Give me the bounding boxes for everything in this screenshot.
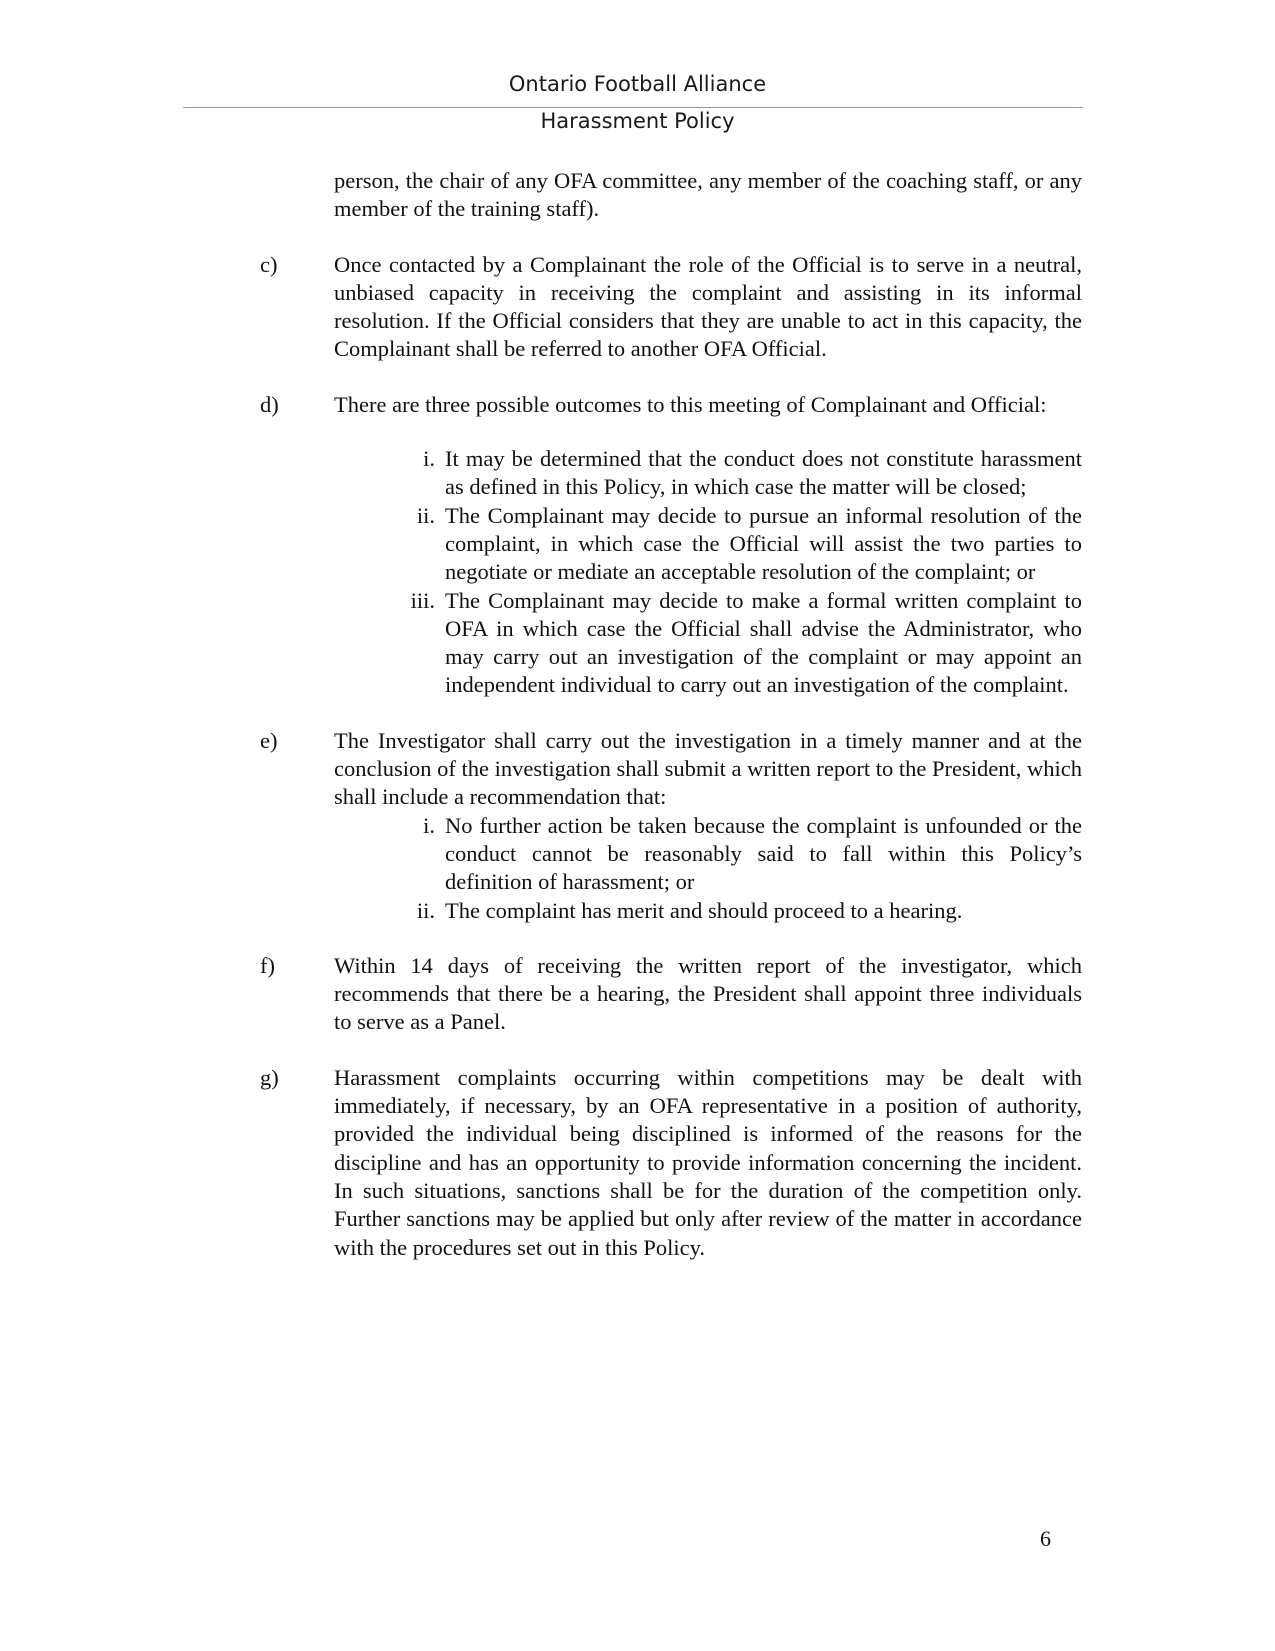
paragraph-label: d): [260, 391, 279, 417]
list-item-text: No further action be taken because the complaint is unfounded or the conduct cannot be reasonably said to fall within this Policy’s definition of harassment; or: [445, 812, 1082, 895]
list-item-number: iii.: [410, 587, 435, 613]
list-item-text: It may be determined that the conduct does not constitute harassment as defined in this Policy, in which case the matter will be closed;: [445, 446, 1082, 500]
list-item-number: ii.: [416, 502, 435, 528]
recommendations-list: [260, 812, 1082, 925]
header-subtitle: Harassment Policy: [540, 109, 735, 133]
paragraph-label: f): [260, 952, 275, 978]
list-item: [260, 502, 1082, 587]
paragraph-label: e): [260, 727, 278, 753]
paragraph-f: [260, 952, 1082, 1037]
list-item: [260, 897, 1082, 925]
header-title: Ontario Football Alliance: [508, 72, 767, 96]
paragraph-text: Within 14 days of receiving the written report of the investigator, which recommends that there be a hearing, the President shall appoint three individuals to serve as a Panel.: [334, 952, 1082, 1035]
paragraph-text: Once contacted by a Complainant the role of the Official is to serve in a neutral, unbiased capacity in receiving the complaint and assisting in its informal resolution. If the Official considers that they are unable to act in this capacity, the Complainant shall be referred to another OFA Official.: [334, 251, 1082, 362]
header-divider: [183, 107, 1083, 108]
page-number: 6: [1040, 1526, 1051, 1551]
paragraph-text: There are three possible outcomes to this meeting of Complainant and Official:: [334, 391, 1047, 417]
list-item: [260, 812, 1082, 897]
list-item-text: The Complainant may decide to pursue an informal resolution of the complaint, in which case the Official will assist the two parties to negotiate or mediate an acceptable resolution of the complaint; or: [445, 502, 1082, 585]
paragraph-g: [260, 1064, 1082, 1262]
list-item-text: The Complainant may decide to make a formal written complaint to OFA in which case the Official shall advise the Administrator, who may carry out an investigation of the complaint or may appoint an independent individual to carry out an investigation of the complaint.: [445, 587, 1082, 698]
list-item: [260, 587, 1082, 700]
paragraph-label: g): [260, 1064, 279, 1090]
paragraph-label: c): [260, 251, 278, 277]
paragraph-c: [260, 251, 1082, 364]
continuation-paragraph: [260, 167, 1082, 224]
paragraph-text: The Investigator shall carry out the investigation in a timely manner and at the conclusion of the investigation shall submit a written report to the President, which shall include a recommendation that:: [334, 727, 1082, 810]
paragraph-text: Harassment complaints occurring within competitions may be dealt with immediately, if necessary, by an OFA representative in a position of authority, provided the individual being disciplined is informed of the reasons for the discipline and has an opportunity to provide information concerning the incident. In such situations, sanctions shall be for the duration of the competition only. Further sanctions may be applied but only after review of the matter in accordance with the procedures set out in this Policy.: [334, 1064, 1082, 1260]
list-item: [260, 445, 1082, 502]
list-item-text: The complaint has merit and should proceed to a hearing.: [445, 897, 963, 923]
paragraph-e: [260, 727, 1082, 812]
document-body: [260, 167, 1082, 1289]
continuation-text: person, the chair of any OFA committee, any member of the coaching staff, or any member of the training staff).: [334, 168, 1082, 222]
list-item-number: i.: [423, 812, 435, 838]
list-item-number: i.: [423, 446, 435, 472]
paragraph-d: [260, 391, 1082, 419]
outcomes-list: [260, 445, 1082, 700]
list-item-number: ii.: [416, 897, 435, 923]
